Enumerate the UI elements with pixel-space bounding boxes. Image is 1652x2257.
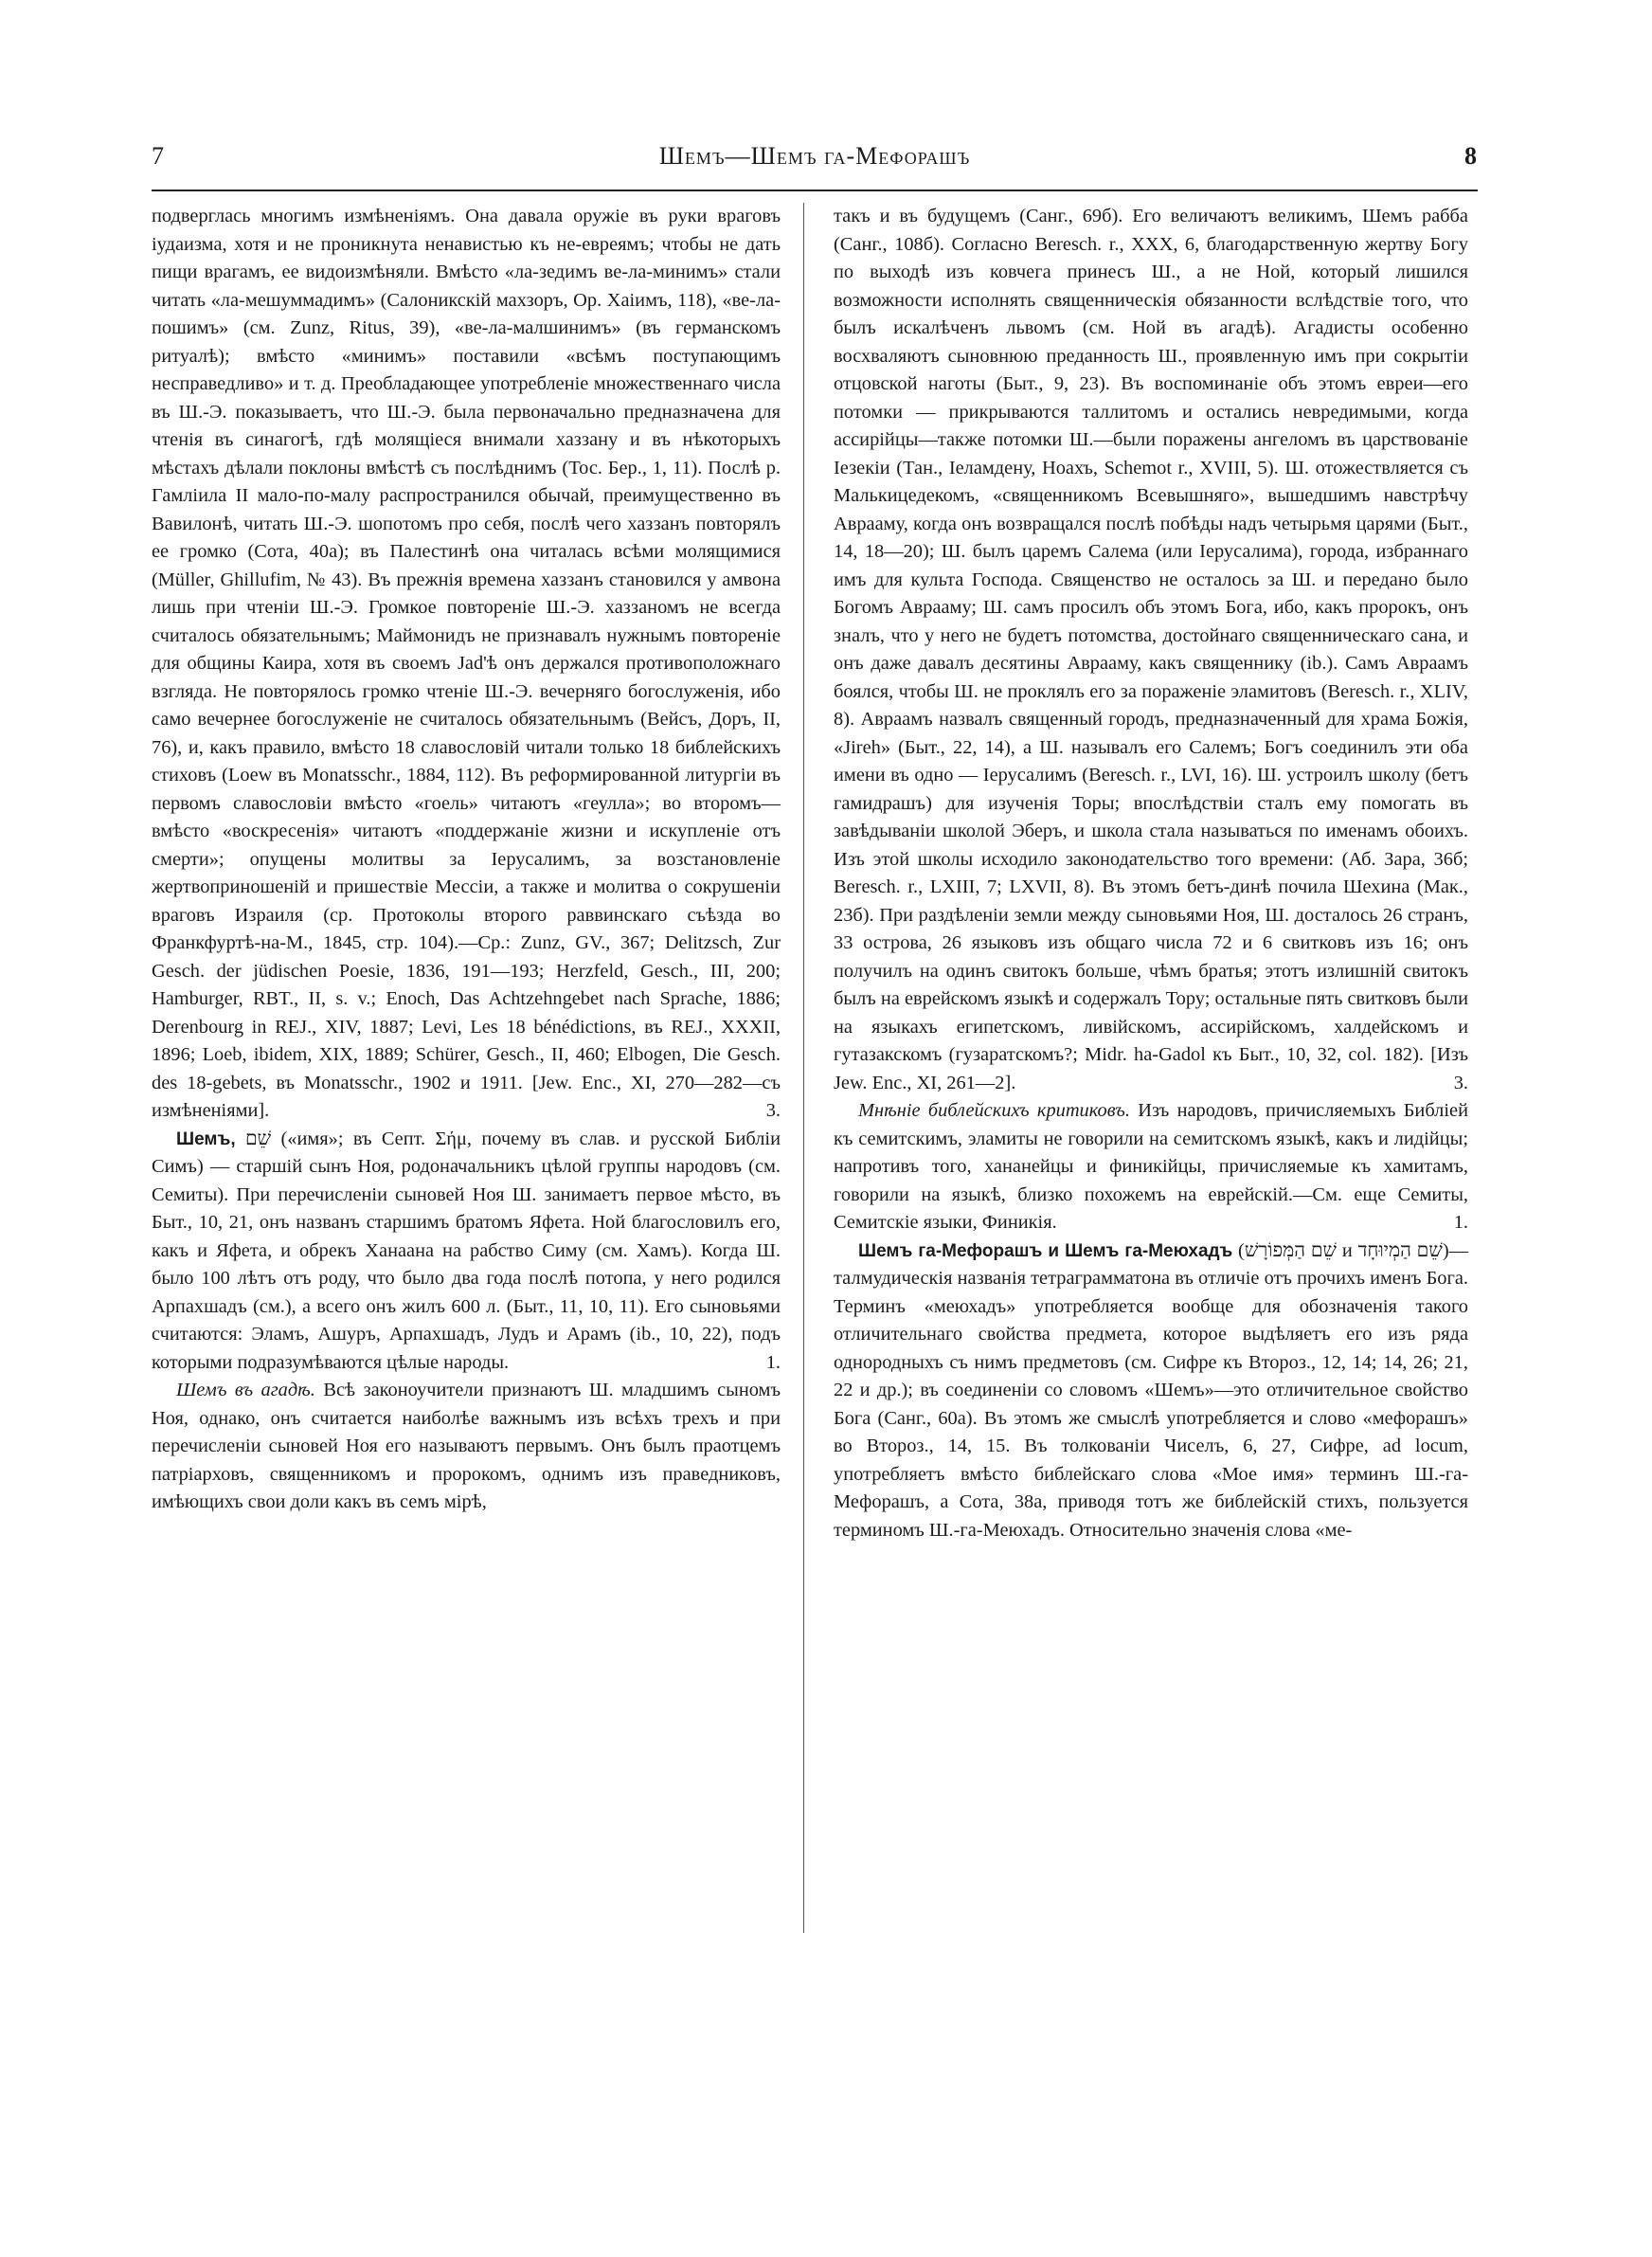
section-subheading: Мнѣніе библейскихъ критиковъ. — [858, 1100, 1130, 1121]
paragraph-text: Изъ народовъ, причисляемыхъ Библіей къ семитскимъ, эламиты не говорили на семитскомъ языкѣ, какъ и лидійцы; напротивъ того, хананейцы и финикійцы, причисляемые къ хамитамъ, говорили на языкѣ, близко похожемъ на еврейскій.—См. еще Семиты, Семитскіе языки, Финикія. — [834, 1100, 1468, 1233]
article-shem — [152, 1126, 781, 1378]
right-column — [834, 203, 1468, 1544]
page-number-right: 8 — [1464, 142, 1478, 170]
paragraph-text: подверглась многимъ измѣненіямъ. Она давала оружіе въ руки враговъ іудаизма, хотя и не проникнута ненавистью къ не-евреямъ; чтобы не дать пищи врагамъ, ее видоизмѣняли. Вмѣсто «ла-зедимъ ве-ла-минимъ» стали читать «ла-мешуммадимъ» (Салоникскій махзоръ, Ор. Хаіимъ, 118), «ве-ла-пошимъ» (см. Zunz, Ritus, 39), «ве-ла-малшинимъ» (въ германскомъ ритуалѣ); вмѣсто «минимъ» поставили «всѣмъ поступающимъ несправедливо» и т. д. Преобладающее употребленіе множественнаго числа въ Ш.-Э. показываетъ, что Ш.-Э. была первоначально предназначена для чтенія въ синагогѣ, гдѣ молящіеся внимали хаззану и въ нѣкоторыхъ мѣстахъ дѣлали поклоны вмѣстѣ съ послѣднимъ (Тос. Бер., 1, 11). Послѣ р. Гамліила II мало-по-малу распространился обычай, преимущественно въ Вавилонѣ, читать Ш.-Э. шопотомъ про себя, послѣ чего хаззанъ повторялъ ее громко (Сота, 40а); въ Палестинѣ она читалась всѣми молящимися (Müller, Ghillufim, № 43). Въ прежнія времена хаззанъ становился у амвона лишь при чтеніи Ш.-Э. Громкое повтореніе Ш.-Э. хаззаномъ не всегда считалось обязательнымъ; Маймонидъ не признавалъ нужнымъ повтореніе для общины Каира, хотя въ своемъ Jad'ѣ онъ держался противоположнаго взгляда. Не повторялось громко чтеніе Ш.-Э. вечерняго богослуженія, ибо само вечернее богослуженіе не считалось обязательнымъ (Вейсъ, Доръ, II, 76), и, какъ правило, вмѣсто 18 славословій читали только 18 библейскихъ стиховъ (Loew въ Monatsschr., 1884, 112). Въ реформированной литургіи въ первомъ славословіи вмѣсто «гоель» читаютъ «геулла»; во второмъ—вмѣсто «воскресенія» читаютъ «поддержаніе жизни и искупленіе отъ смерти»; опущены молитвы за Іерусалимъ, за возстановленіе жертвоприношеній и пришествіе Мессіи, а также и молитва о сокрушеніи враговъ Израиля (ср. Протоколы второго раввинскаго съѣзда во Франкфуртѣ-на-М., 1845, стр. 104).—Ср.: Zunz, GV., 367; Delitzsch, Zur Gesch. der jüdischen Poesie, 1836, 191—193; Herzfeld, Gesch., III, 200; Hamburger, RBT., II, s. v.; Enoch, Das Achtzehngebet nach Sprache, 1886; Derenbourg in REJ., XIV, 1887; Levi, Les 18 bénédictions, въ REJ., XXXII, 1896; Loeb, ibidem, XIX, 1889; Schürer, Gesch., II, 460; Elbogen, Die Gesch. des 18-gebets, въ Monatsschr., 1902 и 1911. [Jew. Enc., XI, 270—282—съ измѣненіями]. — [152, 206, 781, 1121]
author-mark: 3. — [765, 1100, 781, 1121]
page-title: Шемъ—Шемъ га-Мефорашъ — [658, 142, 971, 170]
paragraph-text: Всѣ законоучители признаютъ Ш. младшимъ сыномъ Ноя, однако, онъ считается наиболѣе важнымъ изъ всѣхъ трехъ и при перечисленіи сыновей Ноя его называютъ первымъ. Онъ былъ праотцемъ патріарховъ, священникомъ и пророкомъ, однимъ изъ праведниковъ, имѣющихъ свои доли какъ въ семъ мірѣ, — [152, 1380, 781, 1512]
article-shem-ha-meforash — [834, 1237, 1468, 1545]
section-biblical-critics — [834, 1097, 1468, 1237]
left-column — [152, 203, 781, 1517]
author-mark: 1. — [1453, 1212, 1468, 1233]
entry-heading: Шемъ, — [176, 1128, 236, 1149]
section-shem-agada — [152, 1377, 781, 1517]
article-shemone-esre-end — [152, 203, 781, 1126]
running-header — [152, 142, 1478, 180]
author-mark: 3. — [1453, 1072, 1468, 1093]
section-shem-agada-continued — [834, 203, 1468, 1097]
paragraph-text: (שֵׁם הַמְּפוֹרָשׁ и שֵׁם הַמְיוּחָד)—талмудическія названія тетраграмматона въ отличіе отъ прочихъ именъ Бога. Терминъ «меюхадъ» употребляется вообще для обозначенія такого отличительнаго свойства предмета, которое выдѣляетъ его изъ ряда однородныхъ съ нимъ предметовъ (см. Сифре къ Второз., 12, 14; 14, 26; 21, 22 и др.); въ соединеніи со словомъ «Шемъ»—это отличительное свойство Бога (Санг., 60а). Въ этомъ же смыслѣ употребляется и слово «мефорашъ» во Второз., 14, 15. Въ толкованіи Чиселъ, 6, 27, Сифре, ad locum, употребляетъ вмѣсто библейскаго слова «Мое имя» терминъ Ш.-га-Мефорашъ, а Сота, 38а, приводя тотъ же библейскій стихъ, пользуется терминомъ Ш.-га-Меюхадъ. Относительно значенія слова «ме- — [834, 1239, 1469, 1541]
page-number-left: 7 — [152, 142, 165, 170]
entry-heading: Шемъ га-Мефорашъ и Шемъ га-Меюхадъ — [858, 1240, 1233, 1261]
section-subheading: Шемъ въ агадѣ. — [176, 1380, 315, 1400]
column-divider — [803, 203, 804, 1933]
paragraph-text: שֵׁם («имя»; въ Септ. Σήμ, почему въ слав. и русской Библіи Симъ) — старшій сынъ Ноя, родоначальникъ цѣлой группы народовъ (см. Семиты). При перечисленіи сыновей Ноя Ш. занимаетъ первое мѣсто, въ Быт., 10, 21, онъ названъ старшимъ братомъ Яфета. Ной благословилъ его, какъ и Яфета, и обрекъ Ханаана на рабство Симу (см. Хамъ). Когда Ш. было 100 лѣтъ отъ роду, что было два года послѣ потопа, у него родился Арпахшадъ (см.), а всего онъ жилъ 600 л. (Быт., 11, 10, 11). Его сыновьями считаются: Эламъ, Ашуръ, Арпахшадъ, Лудъ и Арамъ (ib., 10, 22), подъ которыми подразумѣваются цѣлые народы. — [152, 1128, 781, 1373]
author-mark: 1. — [765, 1351, 781, 1373]
header-rule — [152, 190, 1478, 191]
paragraph-text: такъ и въ будущемъ (Санг., 69б). Его величаютъ великимъ, Шемъ рабба (Санг., 108б). Согласно Beresch. r., XXX, 6, благодарственную жертву Богу по выходѣ изъ ковчега принесъ Ш., а не Ной, который лишился возможности исполнять священническія обязанности вслѣдствіе того, что былъ искалѣченъ львомъ (см. Ной въ агадѣ). Агадисты особенно восхваляютъ сыновнюю преданность Ш., проявленную имъ при сокрытіи отцовской наготы (Быт., 9, 23). Въ воспоминаніе объ этомъ евреи—его потомки — прикрываются таллитомъ и остались невредимыми, когда ассирійцы—также потомки Ш.—были поражены ангеломъ въ царствованіе Іезекіи (Тан., Іеламдену, Ноахъ, Schemot r., XVIII, 5). Ш. отожествляется съ Малькицедекомъ, «священникомъ Всевышняго», вышедшимъ навстрѣчу Аврааму, когда онъ возвращался послѣ побѣды надъ четырьмя царями (Быт., 14, 18—20); Ш. былъ царемъ Салема (или Іерусалима), города, избраннаго имъ для культа Господа. Священство не осталось за Ш. и передано было Богомъ Аврааму; Ш. самъ просилъ объ этомъ Бога, ибо, какъ пророкъ, онъ зналъ, что у него не будетъ потомства, достойнаго священническаго сана, и онъ даже давалъ десятины Аврааму, какъ священнику (ib.). Самъ Авраамъ боялся, чтобы Ш. не проклялъ его за пораженіе эламитовъ (Beresch. r., XLIV, 8). Авраамъ назвалъ священный городъ, предназначенный для храма Божія, «Jireh» (Быт., 22, 14), а Ш. называлъ его Салемъ; Богъ соединилъ эти оба имени въ одно — Іерусалимъ (Beresch. r., LVI, 16). Ш. устроилъ школу (бетъ гамидрашъ) для изученія Торы; впослѣдствіи сталъ ему помогать въ завѣдываніи школой Эберъ, и школа стала называться по именамъ обоихъ. Изъ этой школы исходило законодательство того времени: (Аб. Зара, 36б; Beresch. r., LXIII, 7; LXVII, 8). Въ этомъ бетъ-динѣ почила Шехина (Мак., 23б). При раздѣленіи земли между сыновьями Ноя, Ш. досталось 26 странъ, 33 острова, 26 языковъ изъ общаго числа 72 и 6 свитковъ изъ 16; онъ получилъ на одинъ свитокъ больше, чѣмъ братья; этотъ излишній свитокъ былъ на еврейскомъ языкѣ и содержалъ Тору; остальные пять свитковъ были на языкахъ египетскомъ, ливійскомъ, ассирійскомъ, халдейскомъ и гутазакскомъ (гузаратскомъ?; Midr. ha-Gadol къ Быт., 10, 32, col. 182). [Изъ Jew. Enc., XI, 261—2]. — [834, 206, 1468, 1093]
